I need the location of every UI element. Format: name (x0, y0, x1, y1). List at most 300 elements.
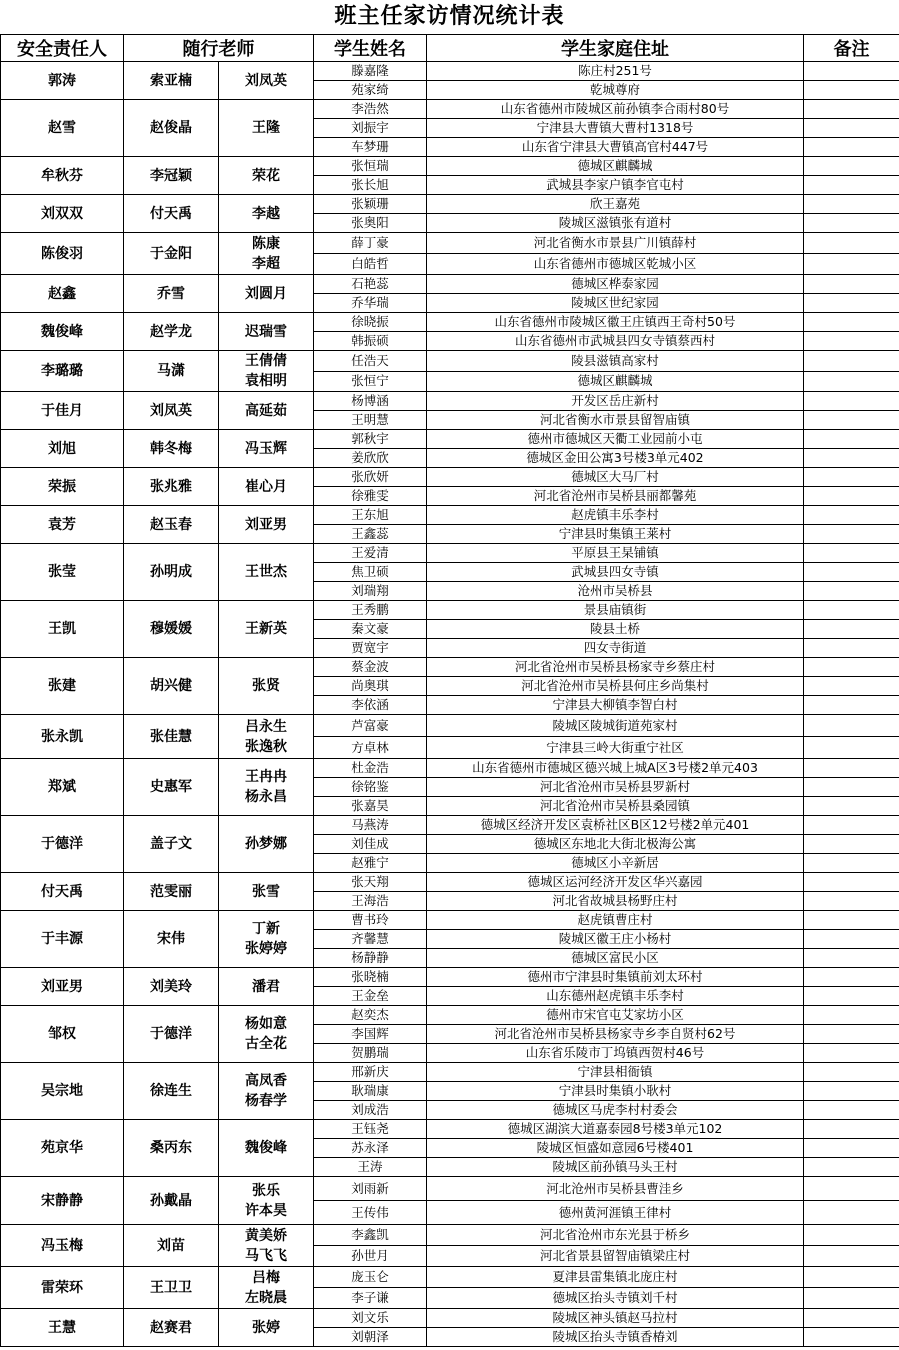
remarks-cell (804, 582, 899, 601)
home-address-cell: 德城区运河经济开发区华兴嘉园 (427, 873, 804, 892)
teacher-cell (219, 911, 314, 968)
student-name-cell: 邢新庆 (314, 1063, 427, 1082)
home-address-cell: 德城区东地北大街北极海公寓 (427, 835, 804, 854)
remarks-cell (804, 987, 899, 1006)
teacher-name: 李超 (252, 255, 280, 272)
teacher-name: 刘圆月 (245, 285, 287, 302)
safety-person-cell: 苑京华 (1, 1120, 124, 1177)
home-address-cell: 德城区大马厂村 (427, 468, 804, 487)
table-row (1, 157, 899, 176)
teacher-cell (219, 275, 314, 313)
teacher-cell: 赵赛君 (124, 1309, 219, 1347)
student-name-cell: 王钰尧 (314, 1120, 427, 1139)
home-address-cell: 陵县土桥 (427, 620, 804, 639)
home-address-cell: 德城区桦泰家园 (427, 275, 804, 294)
remarks-cell (804, 949, 899, 968)
student-name-cell: 徐雅雯 (314, 487, 427, 506)
header-remarks: 备注 (804, 35, 899, 62)
home-address-cell: 开发区岳庄新村 (427, 392, 804, 411)
remarks-cell (804, 601, 899, 620)
teacher-cell (219, 1309, 314, 1347)
home-address-cell: 陵城区前孙镇马头王村 (427, 1158, 804, 1177)
home-address-cell: 德城区经济开发区袁桥社区B区12号楼2单元401 (427, 816, 804, 835)
teacher-name: 杨春学 (245, 1093, 287, 1109)
teacher-name: 迟瑞雪 (245, 323, 287, 340)
remarks-cell (804, 816, 899, 835)
home-address-cell: 赵虎镇曹庄村 (427, 911, 804, 930)
home-address-cell: 河北省沧州市吴桥县桑园镇 (427, 797, 804, 816)
teacher-name: 杨如意 (245, 1016, 287, 1032)
teacher-cell: 于金阳 (124, 233, 219, 275)
teacher-cell (219, 313, 314, 351)
home-address-cell: 河北省沧州市东光县于桥乡 (427, 1225, 804, 1246)
student-name-cell: 王传伟 (314, 1201, 427, 1225)
teacher-cell (219, 62, 314, 100)
teacher-name: 黄美娇 (245, 1227, 287, 1244)
teacher-cell (219, 1120, 314, 1177)
student-name-cell: 刘振宇 (314, 119, 427, 138)
table-body (1, 62, 899, 1347)
table-row (1, 759, 899, 778)
remarks-cell (804, 506, 899, 525)
table-row (1, 715, 899, 737)
home-address-cell: 陵城区恒盛如意园6号楼401 (427, 1139, 804, 1158)
remarks-cell (804, 449, 899, 468)
teacher-name: 许本昊 (245, 1202, 287, 1219)
student-name-cell: 徐晓振 (314, 313, 427, 332)
student-name-cell: 李依涵 (314, 696, 427, 715)
header-row (1, 35, 899, 62)
safety-person-cell: 刘亚男 (1, 968, 124, 1006)
remarks-cell (804, 176, 899, 195)
teacher-cell (219, 968, 314, 1006)
home-address-cell: 陵城区抬头寺镇香椿刘 (427, 1328, 804, 1347)
teacher-cell: 付天禹 (124, 195, 219, 233)
teacher-name: 高延茹 (245, 402, 287, 419)
home-address-cell: 陵城区神头镇赵马拉村 (427, 1309, 804, 1328)
teacher-name: 王隆 (252, 120, 280, 136)
teacher-cell (219, 506, 314, 544)
home-address-cell: 平原县王杲铺镇 (427, 544, 804, 563)
remarks-cell (804, 911, 899, 930)
student-name-cell: 赵雅宁 (314, 854, 427, 873)
home-address-cell: 宁津县三岭大街重宁社区 (427, 737, 804, 759)
safety-person-cell: 牟秋芬 (1, 157, 124, 195)
student-name-cell: 张天翔 (314, 873, 427, 892)
safety-person-cell: 王慧 (1, 1309, 124, 1347)
student-name-cell: 王秀鹏 (314, 601, 427, 620)
remarks-cell (804, 138, 899, 157)
table-row (1, 601, 899, 620)
remarks-cell (804, 1120, 899, 1139)
remarks-cell (804, 1177, 899, 1201)
student-name-cell: 滕嘉隆 (314, 62, 427, 81)
teacher-name: 冯玉辉 (245, 440, 287, 457)
home-address-cell: 河北省沧州市吴桥县杨家寺乡李自贤村62号 (427, 1025, 804, 1044)
student-name-cell: 张嘉昊 (314, 797, 427, 816)
teacher-cell (219, 233, 314, 275)
remarks-cell (804, 294, 899, 313)
home-address-cell: 陈庄村251号 (427, 62, 804, 81)
remarks-cell (804, 275, 899, 294)
home-address-cell: 德城区富民小区 (427, 949, 804, 968)
remarks-cell (804, 392, 899, 411)
safety-person-cell: 陈俊羽 (1, 233, 124, 275)
safety-person-cell: 张永凯 (1, 715, 124, 759)
table-row (1, 62, 899, 81)
teacher-cell: 张兆雅 (124, 468, 219, 506)
safety-person-cell: 冯玉梅 (1, 1225, 124, 1267)
remarks-cell (804, 563, 899, 582)
student-name-cell: 庞玉仑 (314, 1267, 427, 1288)
teacher-cell (219, 1225, 314, 1267)
teacher-cell: 盖子文 (124, 816, 219, 873)
remarks-cell (804, 1044, 899, 1063)
header-home-address: 学生家庭住址 (427, 35, 804, 62)
teacher-name: 潘君 (252, 978, 280, 995)
home-address-cell: 宁津县大柳镇李智白村 (427, 696, 804, 715)
teacher-cell: 桑丙东 (124, 1120, 219, 1177)
home-address-cell: 河北省沧州市吴桥县何庄乡尚集村 (427, 677, 804, 696)
table-row (1, 430, 899, 449)
remarks-cell (804, 873, 899, 892)
table-row (1, 233, 899, 254)
student-name-cell: 秦文豪 (314, 620, 427, 639)
teacher-cell: 乔雪 (124, 275, 219, 313)
teacher-name: 张婷婷 (245, 941, 287, 957)
safety-person-cell: 张建 (1, 658, 124, 715)
safety-person-cell: 郑斌 (1, 759, 124, 816)
teacher-cell: 马潇 (124, 351, 219, 392)
safety-person-cell: 刘双双 (1, 195, 124, 233)
remarks-cell (804, 835, 899, 854)
student-name-cell: 贺鹏瑞 (314, 1044, 427, 1063)
remarks-cell (804, 487, 899, 506)
table-row (1, 100, 899, 119)
page-title: 班主任家访情况统计表 (334, 4, 565, 29)
student-name-cell: 刘朝泽 (314, 1328, 427, 1347)
remarks-cell (804, 81, 899, 100)
student-name-cell: 刘成浩 (314, 1101, 427, 1120)
teacher-name: 袁相明 (245, 373, 287, 389)
table-row (1, 873, 899, 892)
home-address-cell: 河北省沧州市吴桥县杨家寺乡蔡庄村 (427, 658, 804, 677)
teacher-name: 左晓晨 (245, 1289, 287, 1306)
table-row (1, 468, 899, 487)
remarks-cell (804, 214, 899, 233)
student-name-cell: 张颖珊 (314, 195, 427, 214)
home-address-cell: 武城县四女寺镇 (427, 563, 804, 582)
table-row (1, 1006, 899, 1025)
teacher-cell (219, 351, 314, 392)
remarks-cell (804, 351, 899, 372)
student-name-cell: 孙世月 (314, 1246, 427, 1267)
teacher-name: 张婷 (252, 1319, 280, 1336)
student-name-cell: 张长旭 (314, 176, 427, 195)
home-address-cell: 德城区抬头寺镇刘千村 (427, 1288, 804, 1309)
student-name-cell: 贾宽宇 (314, 639, 427, 658)
teacher-cell (219, 1006, 314, 1063)
student-name-cell: 齐馨慧 (314, 930, 427, 949)
statistics-table (0, 34, 899, 1347)
table-row (1, 816, 899, 835)
remarks-cell (804, 100, 899, 119)
student-name-cell: 王金垒 (314, 987, 427, 1006)
teacher-name: 吕永生 (245, 718, 287, 735)
teacher-name: 张逸秋 (245, 738, 287, 755)
student-name-cell: 薛丁豪 (314, 233, 427, 254)
remarks-cell (804, 737, 899, 759)
teacher-cell (219, 430, 314, 468)
table-row (1, 968, 899, 987)
remarks-cell (804, 1158, 899, 1177)
teacher-cell (219, 544, 314, 601)
teacher-name: 王冉冉 (245, 769, 287, 785)
home-address-cell: 山东德州赵虎镇丰乐李村 (427, 987, 804, 1006)
header-student-name: 学生姓名 (314, 35, 427, 62)
teacher-cell: 刘美玲 (124, 968, 219, 1006)
remarks-cell (804, 892, 899, 911)
teacher-cell (219, 601, 314, 658)
remarks-cell (804, 658, 899, 677)
home-address-cell: 河北沧州市吴桥县曹洼乡 (427, 1177, 804, 1201)
student-name-cell: 王东旭 (314, 506, 427, 525)
student-name-cell: 郭秋宇 (314, 430, 427, 449)
home-address-cell: 宁津县相衙镇 (427, 1063, 804, 1082)
student-name-cell: 石艳蕊 (314, 275, 427, 294)
student-name-cell: 耿瑞康 (314, 1082, 427, 1101)
student-name-cell: 任浩天 (314, 351, 427, 372)
student-name-cell: 杜金浩 (314, 759, 427, 778)
home-address-cell: 景县庙镇街 (427, 601, 804, 620)
home-address-cell: 德城区马虎李村村委会 (427, 1101, 804, 1120)
student-name-cell: 白皓哲 (314, 254, 427, 275)
remarks-cell (804, 677, 899, 696)
remarks-cell (804, 544, 899, 563)
teacher-cell (219, 392, 314, 430)
teacher-cell (219, 759, 314, 816)
remarks-cell (804, 525, 899, 544)
home-address-cell: 陵县滋镇高家村 (427, 351, 804, 372)
teacher-cell: 刘凤英 (124, 392, 219, 430)
teacher-cell: 穆媛媛 (124, 601, 219, 658)
teacher-cell (219, 658, 314, 715)
table-row (1, 911, 899, 930)
safety-person-cell: 于佳月 (1, 392, 124, 430)
remarks-cell (804, 254, 899, 275)
student-name-cell: 蔡金波 (314, 658, 427, 677)
teacher-name: 马飞飞 (245, 1247, 287, 1264)
student-name-cell: 刘雨新 (314, 1177, 427, 1201)
table-row (1, 275, 899, 294)
home-address-cell: 陵城区滋镇张有道村 (427, 214, 804, 233)
remarks-cell (804, 1082, 899, 1101)
safety-person-cell: 于丰源 (1, 911, 124, 968)
home-address-cell: 四女寺街道 (427, 639, 804, 658)
home-address-cell: 河北省故城县杨野庄村 (427, 892, 804, 911)
table-row (1, 1309, 899, 1328)
student-name-cell: 刘瑞翔 (314, 582, 427, 601)
student-name-cell: 韩振硕 (314, 332, 427, 351)
teacher-cell (219, 468, 314, 506)
teacher-name: 古全花 (245, 1036, 287, 1052)
home-address-cell: 德城区湖滨大道嘉泰园8号楼3单元102 (427, 1120, 804, 1139)
teacher-cell (219, 157, 314, 195)
table-row (1, 351, 899, 372)
teacher-name: 王新英 (245, 621, 287, 637)
student-name-cell: 刘文乐 (314, 1309, 427, 1328)
teacher-cell: 范雯丽 (124, 873, 219, 911)
remarks-cell (804, 797, 899, 816)
teacher-cell (219, 715, 314, 759)
teacher-name: 刘凤英 (245, 72, 287, 89)
student-name-cell: 赵奕杰 (314, 1006, 427, 1025)
teacher-name: 张乐 (252, 1182, 280, 1199)
home-address-cell: 宁津县时集镇王莱村 (427, 525, 804, 544)
remarks-cell (804, 1006, 899, 1025)
teacher-name: 王世杰 (245, 564, 287, 580)
home-address-cell: 陵城区徽王庄小杨村 (427, 930, 804, 949)
home-address-cell: 德城区金田公寓3号楼3单元402 (427, 449, 804, 468)
teacher-cell (219, 873, 314, 911)
student-name-cell: 焦卫硕 (314, 563, 427, 582)
table-row (1, 392, 899, 411)
teacher-cell: 孙明成 (124, 544, 219, 601)
teacher-name: 王倩倩 (245, 353, 287, 369)
safety-person-cell: 刘旭 (1, 430, 124, 468)
home-address-cell: 山东省德州市德城区德兴城上城A区3号楼2单元403 (427, 759, 804, 778)
teacher-cell: 刘苗 (124, 1225, 219, 1267)
teacher-cell: 孙戴晶 (124, 1177, 219, 1225)
student-name-cell: 刘佳成 (314, 835, 427, 854)
remarks-cell (804, 119, 899, 138)
remarks-cell (804, 62, 899, 81)
student-name-cell: 曹书玲 (314, 911, 427, 930)
teacher-cell (219, 100, 314, 157)
student-name-cell: 苑家绮 (314, 81, 427, 100)
table-row (1, 1225, 899, 1246)
student-name-cell: 芦富豪 (314, 715, 427, 737)
home-address-cell: 赵虎镇丰乐李村 (427, 506, 804, 525)
remarks-cell (804, 1288, 899, 1309)
remarks-cell (804, 1225, 899, 1246)
remarks-cell (804, 696, 899, 715)
home-address-cell: 夏津县雷集镇北庞庄村 (427, 1267, 804, 1288)
safety-person-cell: 郭涛 (1, 62, 124, 100)
student-name-cell: 李鑫凯 (314, 1225, 427, 1246)
student-name-cell: 杨静静 (314, 949, 427, 968)
student-name-cell: 张恒瑞 (314, 157, 427, 176)
home-address-cell: 河北省沧州市吴桥县罗新村 (427, 778, 804, 797)
student-name-cell: 徐铭鉴 (314, 778, 427, 797)
student-name-cell: 方卓林 (314, 737, 427, 759)
table-row (1, 1120, 899, 1139)
student-name-cell: 李浩然 (314, 100, 427, 119)
remarks-cell (804, 332, 899, 351)
teacher-name: 孙梦娜 (245, 836, 287, 852)
teacher-cell: 徐连生 (124, 1063, 219, 1120)
remarks-cell (804, 371, 899, 392)
remarks-cell (804, 778, 899, 797)
teacher-cell: 赵俊晶 (124, 100, 219, 157)
safety-person-cell: 魏俊峰 (1, 313, 124, 351)
student-name-cell: 王海浩 (314, 892, 427, 911)
home-address-cell: 河北省景县留智庙镇梁庄村 (427, 1246, 804, 1267)
home-address-cell: 德州黄河涯镇王律村 (427, 1201, 804, 1225)
teacher-name: 张雪 (252, 883, 280, 900)
teacher-cell: 宋伟 (124, 911, 219, 968)
teacher-cell: 张佳慧 (124, 715, 219, 759)
home-address-cell: 欣王嘉苑 (427, 195, 804, 214)
remarks-cell (804, 313, 899, 332)
remarks-cell (804, 1246, 899, 1267)
teacher-name: 陈康 (252, 235, 280, 252)
remarks-cell (804, 930, 899, 949)
remarks-cell (804, 854, 899, 873)
home-address-cell: 德城区麒麟城 (427, 371, 804, 392)
teacher-cell (219, 816, 314, 873)
student-name-cell: 苏永泽 (314, 1139, 427, 1158)
home-address-cell: 山东省德州市陵城区徽王庄镇西王奇村50号 (427, 313, 804, 332)
teacher-name: 吕梅 (252, 1269, 280, 1286)
teacher-cell: 赵学龙 (124, 313, 219, 351)
safety-person-cell: 赵雪 (1, 100, 124, 157)
remarks-cell (804, 1101, 899, 1120)
home-address-cell: 山东省宁津县大曹镇高官村447号 (427, 138, 804, 157)
student-name-cell: 王涛 (314, 1158, 427, 1177)
remarks-cell (804, 430, 899, 449)
home-address-cell: 沧州市吴桥县 (427, 582, 804, 601)
remarks-cell (804, 715, 899, 737)
remarks-cell (804, 1025, 899, 1044)
student-name-cell: 王明慧 (314, 411, 427, 430)
home-address-cell: 德城区麒麟城 (427, 157, 804, 176)
remarks-cell (804, 620, 899, 639)
safety-person-cell: 荣振 (1, 468, 124, 506)
teacher-cell: 李冠颖 (124, 157, 219, 195)
teacher-name: 魏俊峰 (245, 1140, 287, 1156)
student-name-cell: 张奥阳 (314, 214, 427, 233)
student-name-cell: 车梦珊 (314, 138, 427, 157)
safety-person-cell: 宋静静 (1, 1177, 124, 1225)
safety-person-cell: 吴宗地 (1, 1063, 124, 1120)
remarks-cell (804, 1201, 899, 1225)
remarks-cell (804, 1063, 899, 1082)
student-name-cell: 杨博涵 (314, 392, 427, 411)
home-address-cell: 德州市宋官屯艾家坊小区 (427, 1006, 804, 1025)
student-name-cell: 尚奥琪 (314, 677, 427, 696)
teacher-cell: 索亚楠 (124, 62, 219, 100)
teacher-name: 丁新 (252, 921, 280, 937)
safety-person-cell: 袁芳 (1, 506, 124, 544)
teacher-cell (219, 1063, 314, 1120)
home-address-cell: 陵城区陵城街道苑家村 (427, 715, 804, 737)
student-name-cell: 张恒宁 (314, 371, 427, 392)
student-name-cell: 张欣妍 (314, 468, 427, 487)
teacher-name: 高凤香 (245, 1073, 287, 1089)
student-name-cell: 王鑫蕊 (314, 525, 427, 544)
home-address-cell: 德城区小辛新居 (427, 854, 804, 873)
table-row (1, 544, 899, 563)
teacher-cell (219, 1267, 314, 1309)
safety-person-cell: 张莹 (1, 544, 124, 601)
home-address-cell: 山东省乐陵市丁坞镇西贺村46号 (427, 1044, 804, 1063)
student-name-cell: 马燕涛 (314, 816, 427, 835)
table-row (1, 313, 899, 332)
table-row (1, 1063, 899, 1082)
teacher-name: 张贤 (252, 678, 280, 694)
table-row (1, 506, 899, 525)
